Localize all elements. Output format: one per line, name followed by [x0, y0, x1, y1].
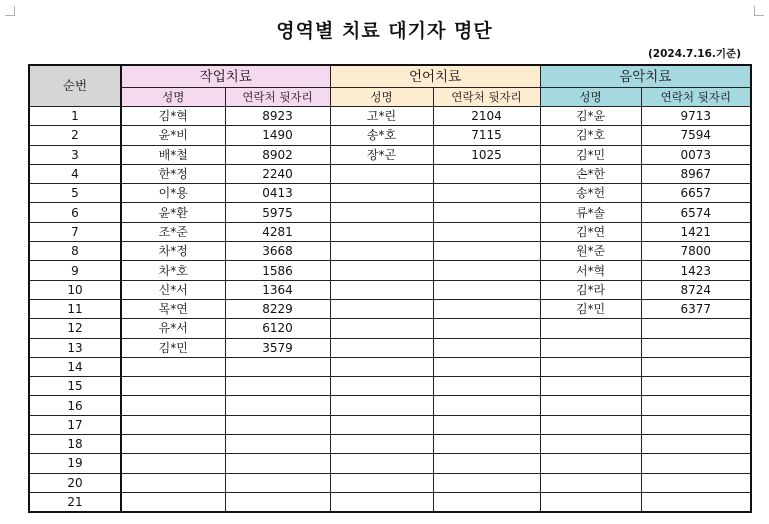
table-row [29, 299, 751, 318]
music-phone-cell [641, 492, 751, 512]
speech-name-cell [330, 396, 433, 415]
speech-name-cell [330, 377, 433, 396]
music-phone-cell: 6574 [641, 203, 751, 222]
work-phone-cell: 8923 [225, 107, 330, 126]
music-name-cell: 류*솔 [540, 203, 641, 222]
work-phone-cell [225, 454, 330, 473]
music-phone-cell: 0073 [641, 145, 751, 164]
music-phone-cell [641, 377, 751, 396]
speech-phone-cell [433, 280, 540, 299]
table-row [29, 377, 751, 396]
speech-phone-cell [433, 338, 540, 357]
seq-header: 순번 [29, 65, 121, 107]
work-name-cell [121, 454, 225, 473]
speech-phone-cell [433, 164, 540, 183]
table-row [29, 222, 751, 241]
table-row [29, 454, 751, 473]
work-name-cell: 차*정 [121, 242, 225, 261]
work-name-cell: 윤*비 [121, 126, 225, 145]
work-phone-cell [225, 473, 330, 492]
group-header-work: 작업치료 [121, 65, 330, 88]
music-phone-cell: 7800 [641, 242, 751, 261]
speech-phone-cell: 2104 [433, 107, 540, 126]
speech-name-cell [330, 435, 433, 454]
table-body [29, 107, 751, 513]
speech-phone-cell [433, 435, 540, 454]
speech-phone-cell: 7115 [433, 126, 540, 145]
seq-cell: 1 [29, 107, 121, 126]
music-name-cell: 김*민 [540, 299, 641, 318]
music-name-cell: 송*헌 [540, 184, 641, 203]
speech-phone-cell [433, 357, 540, 376]
music-name-cell [540, 435, 641, 454]
table-row [29, 242, 751, 261]
seq-cell: 4 [29, 164, 121, 183]
work-name-cell: 한*정 [121, 164, 225, 183]
speech-phone-cell [433, 492, 540, 512]
seq-cell: 21 [29, 492, 121, 512]
seq-cell: 17 [29, 415, 121, 434]
work-phone-cell [225, 377, 330, 396]
group-header-music: 음악치료 [540, 65, 751, 88]
music-phone-cell: 9713 [641, 107, 751, 126]
waitlist-table [28, 64, 752, 513]
music-name-cell [540, 319, 641, 338]
seq-cell: 14 [29, 357, 121, 376]
speech-name-cell: 고*린 [330, 107, 433, 126]
music-name-cell: 김*윤 [540, 107, 641, 126]
work-name-cell: 유*서 [121, 319, 225, 338]
seq-cell: 6 [29, 203, 121, 222]
speech-phone-cell [433, 377, 540, 396]
speech-name-cell [330, 164, 433, 183]
speech-name-cell [330, 338, 433, 357]
speech-phone-cell [433, 319, 540, 338]
work-name-cell [121, 473, 225, 492]
speech-phone-cell [433, 454, 540, 473]
speech-phone-cell [433, 184, 540, 203]
work-phone-cell: 5975 [225, 203, 330, 222]
table-row [29, 184, 751, 203]
work-name-cell: 목*연 [121, 299, 225, 318]
speech-name-cell [330, 184, 433, 203]
work-phone-cell: 0413 [225, 184, 330, 203]
document-title: 영역별 치료 대기자 명단 [276, 20, 493, 42]
music-phone-header: 연락처 뒷자리 [641, 88, 751, 107]
table-row [29, 280, 751, 299]
work-name-cell [121, 396, 225, 415]
music-phone-cell [641, 338, 751, 357]
work-phone-cell [225, 396, 330, 415]
speech-name-cell [330, 299, 433, 318]
seq-cell: 20 [29, 473, 121, 492]
music-name-cell: 서*혁 [540, 261, 641, 280]
work-phone-cell: 6120 [225, 319, 330, 338]
work-phone-cell [225, 415, 330, 434]
speech-name-cell: 송*호 [330, 126, 433, 145]
table-row [29, 415, 751, 434]
work-phone-cell: 1586 [225, 261, 330, 280]
music-phone-cell: 6377 [641, 299, 751, 318]
table-row [29, 473, 751, 492]
seq-cell: 2 [29, 126, 121, 145]
table-row [29, 435, 751, 454]
speech-phone-cell [433, 396, 540, 415]
speech-phone-cell [433, 242, 540, 261]
music-phone-cell [641, 415, 751, 434]
music-name-cell [540, 473, 641, 492]
speech-phone-cell [433, 473, 540, 492]
seq-cell: 5 [29, 184, 121, 203]
speech-name-cell: 장*곤 [330, 145, 433, 164]
music-name-cell [540, 492, 641, 512]
table-row [29, 145, 751, 164]
work-phone-cell: 1364 [225, 280, 330, 299]
seq-cell: 15 [29, 377, 121, 396]
speech-name-cell [330, 473, 433, 492]
music-phone-cell [641, 396, 751, 415]
work-name-cell: 김*민 [121, 338, 225, 357]
music-name-cell: 김*라 [540, 280, 641, 299]
speech-name-cell [330, 242, 433, 261]
table-row [29, 396, 751, 415]
music-name-cell: 원*준 [540, 242, 641, 261]
table-row [29, 261, 751, 280]
speech-name-cell [330, 415, 433, 434]
work-phone-cell [225, 357, 330, 376]
music-phone-cell: 8724 [641, 280, 751, 299]
work-name-header: 성명 [121, 88, 225, 107]
work-name-cell: 김*혁 [121, 107, 225, 126]
speech-phone-cell: 1025 [433, 145, 540, 164]
speech-name-cell [330, 203, 433, 222]
music-name-cell [540, 396, 641, 415]
work-phone-cell: 4281 [225, 222, 330, 241]
music-name-cell: 손*한 [540, 164, 641, 183]
table-row [29, 338, 751, 357]
work-name-cell [121, 357, 225, 376]
seq-cell: 8 [29, 242, 121, 261]
speech-name-header: 성명 [330, 88, 433, 107]
music-name-header: 성명 [540, 88, 641, 107]
music-phone-cell [641, 473, 751, 492]
music-phone-cell: 1423 [641, 261, 751, 280]
seq-cell: 18 [29, 435, 121, 454]
music-name-cell [540, 415, 641, 434]
music-name-cell [540, 338, 641, 357]
seq-cell: 7 [29, 222, 121, 241]
speech-name-cell [330, 280, 433, 299]
work-phone-cell [225, 492, 330, 512]
music-phone-cell [641, 454, 751, 473]
speech-name-cell [330, 261, 433, 280]
work-name-cell: 신*서 [121, 280, 225, 299]
speech-phone-cell [433, 415, 540, 434]
seq-cell: 9 [29, 261, 121, 280]
seq-cell: 19 [29, 454, 121, 473]
seq-cell: 13 [29, 338, 121, 357]
table-row [29, 357, 751, 376]
page-corner-mark-right [754, 6, 764, 16]
work-phone-cell: 2240 [225, 164, 330, 183]
speech-phone-cell [433, 222, 540, 241]
speech-phone-cell [433, 203, 540, 222]
music-phone-cell: 8967 [641, 164, 751, 183]
music-name-cell: 김*민 [540, 145, 641, 164]
work-name-cell: 이*용 [121, 184, 225, 203]
table-row [29, 126, 751, 145]
work-name-cell: 조*준 [121, 222, 225, 241]
seq-cell: 3 [29, 145, 121, 164]
table-row [29, 164, 751, 183]
work-name-cell [121, 435, 225, 454]
work-phone-cell: 1490 [225, 126, 330, 145]
music-phone-cell [641, 319, 751, 338]
work-phone-cell: 3668 [225, 242, 330, 261]
page-corner-mark-left [5, 6, 15, 16]
speech-phone-cell [433, 261, 540, 280]
work-phone-cell: 3579 [225, 338, 330, 357]
seq-cell: 10 [29, 280, 121, 299]
speech-name-cell [330, 454, 433, 473]
table-row [29, 107, 751, 126]
work-name-cell [121, 415, 225, 434]
seq-cell: 12 [29, 319, 121, 338]
work-name-cell: 배*철 [121, 145, 225, 164]
seq-cell: 16 [29, 396, 121, 415]
reference-date: (2024.7.16.기준) [648, 48, 741, 60]
speech-name-cell [330, 357, 433, 376]
speech-phone-header: 연락처 뒷자리 [433, 88, 540, 107]
work-phone-header: 연락처 뒷자리 [225, 88, 330, 107]
music-name-cell: 김*연 [540, 222, 641, 241]
work-name-cell [121, 377, 225, 396]
speech-phone-cell [433, 299, 540, 318]
music-phone-cell [641, 435, 751, 454]
work-phone-cell: 8229 [225, 299, 330, 318]
speech-name-cell [330, 222, 433, 241]
work-name-cell [121, 492, 225, 512]
work-name-cell: 차*호 [121, 261, 225, 280]
table-row [29, 203, 751, 222]
music-phone-cell [641, 357, 751, 376]
music-phone-cell: 1421 [641, 222, 751, 241]
music-name-cell: 김*호 [540, 126, 641, 145]
work-name-cell: 윤*환 [121, 203, 225, 222]
seq-cell: 11 [29, 299, 121, 318]
music-phone-cell: 7594 [641, 126, 751, 145]
table-row [29, 492, 751, 512]
speech-name-cell [330, 319, 433, 338]
music-name-cell [540, 377, 641, 396]
group-header-speech: 언어치료 [330, 65, 540, 88]
table-row [29, 319, 751, 338]
music-phone-cell: 6657 [641, 184, 751, 203]
music-name-cell [540, 357, 641, 376]
work-phone-cell [225, 435, 330, 454]
music-name-cell [540, 454, 641, 473]
work-phone-cell: 8902 [225, 145, 330, 164]
speech-name-cell [330, 492, 433, 512]
